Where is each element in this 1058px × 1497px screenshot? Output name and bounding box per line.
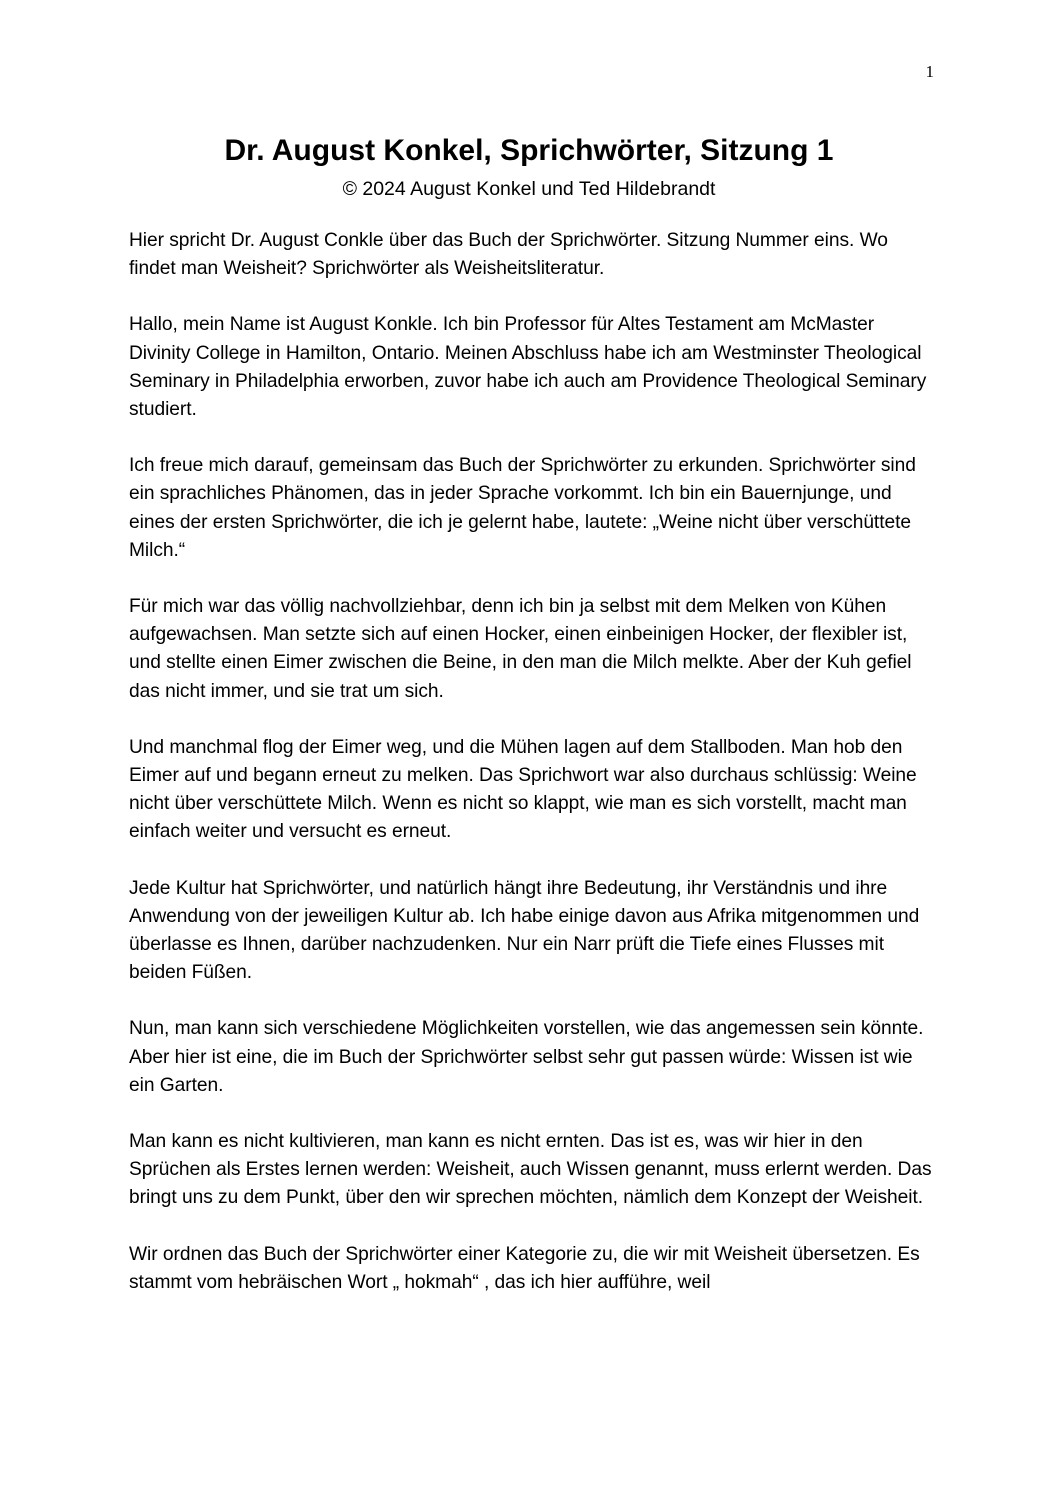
page-number: 1: [925, 62, 934, 81]
body-text: [129, 227, 939, 1325]
paragraph-speaker-bio: Hallo, mein Name ist August Konkle. Ich bin Professor für Altes Testament am McMaster Divinity College in Hamilton, Ontario. Meinen Abschluss habe ich am Westminster Theological Seminary in Philadelphia erworben, zuvor habe ich auch am Providence Theological Seminary studiert.: [129, 314, 927, 421]
copyright-line: © 2024 August Konkel und Ted Hildebrandt: [342, 178, 716, 200]
paragraph-culture: Jede Kultur hat Sprichwörter, und natürlich hängt ihre Bedeutung, ihr Verständnis und ihre Anwendung von der jeweiligen Kultur ab. Ich habe einige davon aus Afrika mitgenommen und überlasse es Ihnen, darüber nachzudenken. Nur ein Narr prüft die Tiefe eines Flusses mit beiden Füßen.: [129, 877, 920, 984]
paragraph-milking: Für mich war das völlig nachvollziehbar, denn ich bin ja selbst mit dem Melken von Kühen aufgewachsen. Man setzte sich auf einen Hocker, einen einbeinigen Hocker, der flexibler ist, und stellte einen Eimer zwischen die Beine, in den man die Milch melkte. Aber der Kuh gefiel das nicht immer, und sie trat um sich.: [129, 596, 912, 702]
paragraph-garden: Nun, man kann sich verschiedene Möglichkeiten vorstellen, wie das angemessen sein könnte. Aber hier ist eine, die im Buch der Sprichwörter selbst sehr gut passen würde: Wissen ist wie ein Garten.: [129, 1018, 924, 1096]
paragraph-learning: Man kann es nicht kultivieren, man kann es nicht ernten. Das ist es, was wir hier in den Sprüchen als Erstes lernen werden: Weisheit, auch Wissen genannt, muss erlernt werden. Das bringt uns zu dem Punkt, über den wir sprechen möchten, nämlich dem Konzept der Weisheit.: [129, 1131, 932, 1209]
paragraph-proverbs-phenomenon: Ich freue mich darauf, gemeinsam das Buch der Sprichwörter zu erkunden. Sprichwörter sind ein sprachliches Phänomen, das in jeder Sprache vorkommt. Ich bin ein Bauernjunge, und eines der ersten Sprichwörter, die ich je gelernt habe, lautete: „Weine nicht über verschüttete Milch.“: [129, 455, 916, 561]
paragraph-hokmah: Wir ordnen das Buch der Sprichwörter einer Kategorie zu, die wir mit Weisheit übersetzen. Es stammt vom hebräischen Wort „ hokmah“ , das ich hier aufführe, weil: [129, 1243, 920, 1293]
paragraph-bucket: Und manchmal flog der Eimer weg, und die Mühen lagen auf dem Stallboden. Man hob den Eimer auf und begann erneut zu melken. Das Sprichwort war also durchaus schlüssig: Weine nicht über verschüttete Milch. Wenn es nicht so klappt, wie man es sich vorstellt, macht man einfach weiter und versucht es erneut.: [129, 736, 917, 843]
paragraph-intro: Hier spricht Dr. August Conkle über das Buch der Sprichwörter. Sitzung Nummer eins. Wo findet man Weisheit? Sprichwörter als Weisheitsliteratur.: [129, 230, 888, 280]
document-title: Dr. August Konkel, Sprichwörter, Sitzung 1: [224, 134, 834, 167]
